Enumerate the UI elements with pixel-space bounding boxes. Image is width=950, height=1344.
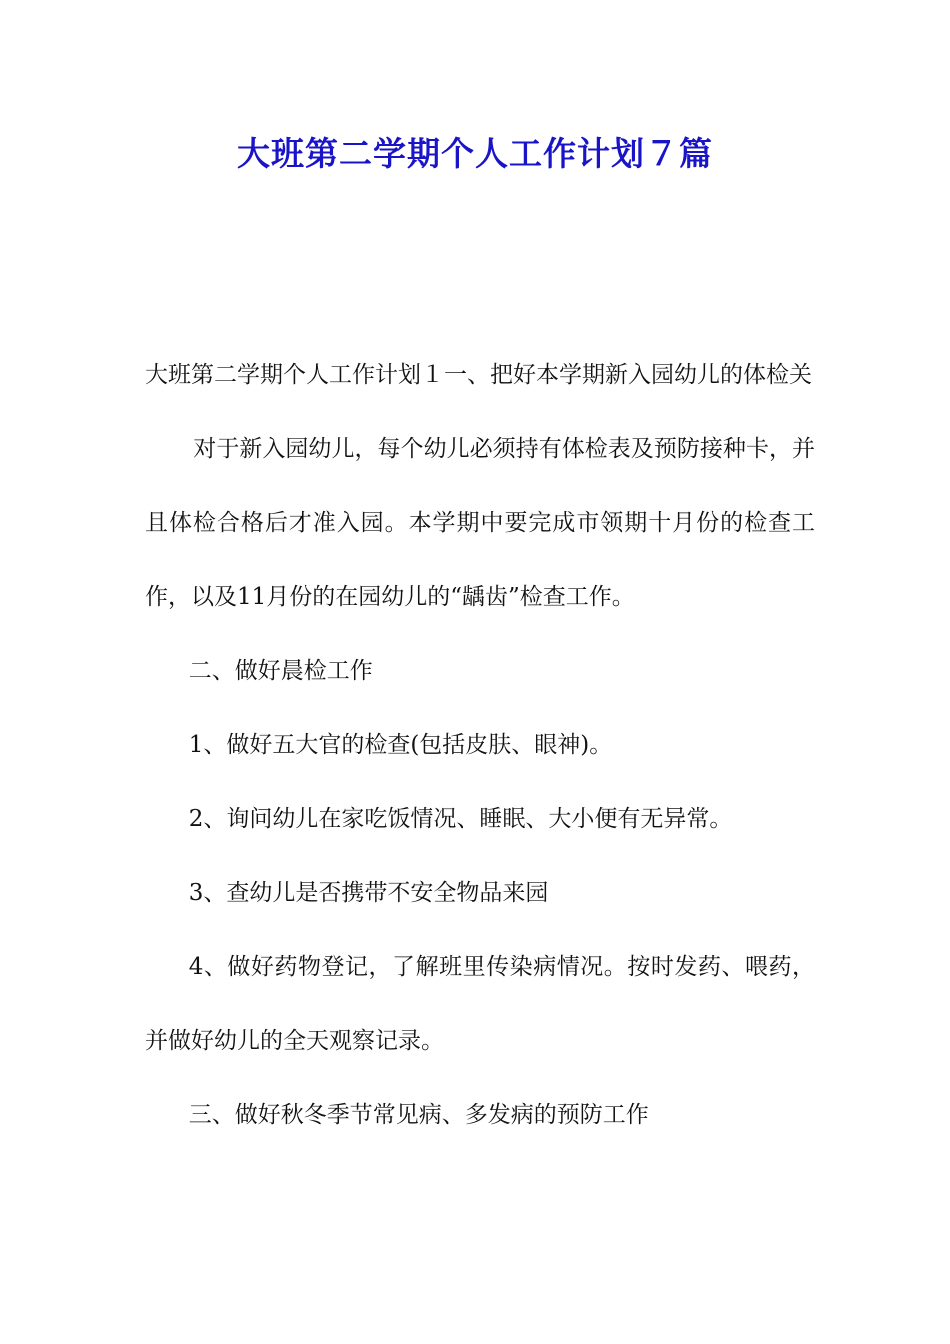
list-item-3: 3、查幼儿是否携带不安全物品来园 bbox=[188, 880, 549, 906]
list-item-4: 4、做好药物登记，了解班里传染病情况。按时发药、喂药，并做好幼儿的全天观察记录。 bbox=[145, 954, 815, 1054]
list-item-2: 2、询问幼儿在家吃饭情况、睡眠、大小便有无异常。 bbox=[188, 806, 733, 832]
paragraph-checkup: 对于新入园幼儿，每个幼儿必须持有体检表及预防接种卡，并且体检合格后才准入园。本学期中要完成市领期十月份的检查工作，以及11月份的在园幼儿的“龋齿”检查工作。 bbox=[145, 436, 815, 610]
document-body bbox=[145, 338, 815, 1152]
section-heading-prevention: 三、做好秋冬季节常见病、多发病的预防工作 bbox=[188, 1102, 649, 1128]
list-item-1: 1、做好五大官的检查(包括皮肤、眼神)。 bbox=[188, 732, 613, 758]
document-title: 大班第二学期个人工作计划７篇 bbox=[237, 134, 713, 173]
paragraph-intro: 大班第二学期个人工作计划１一、把好本学期新入园幼儿的体检关 bbox=[145, 362, 812, 388]
section-heading-morning-check: 二、做好晨检工作 bbox=[188, 658, 373, 684]
